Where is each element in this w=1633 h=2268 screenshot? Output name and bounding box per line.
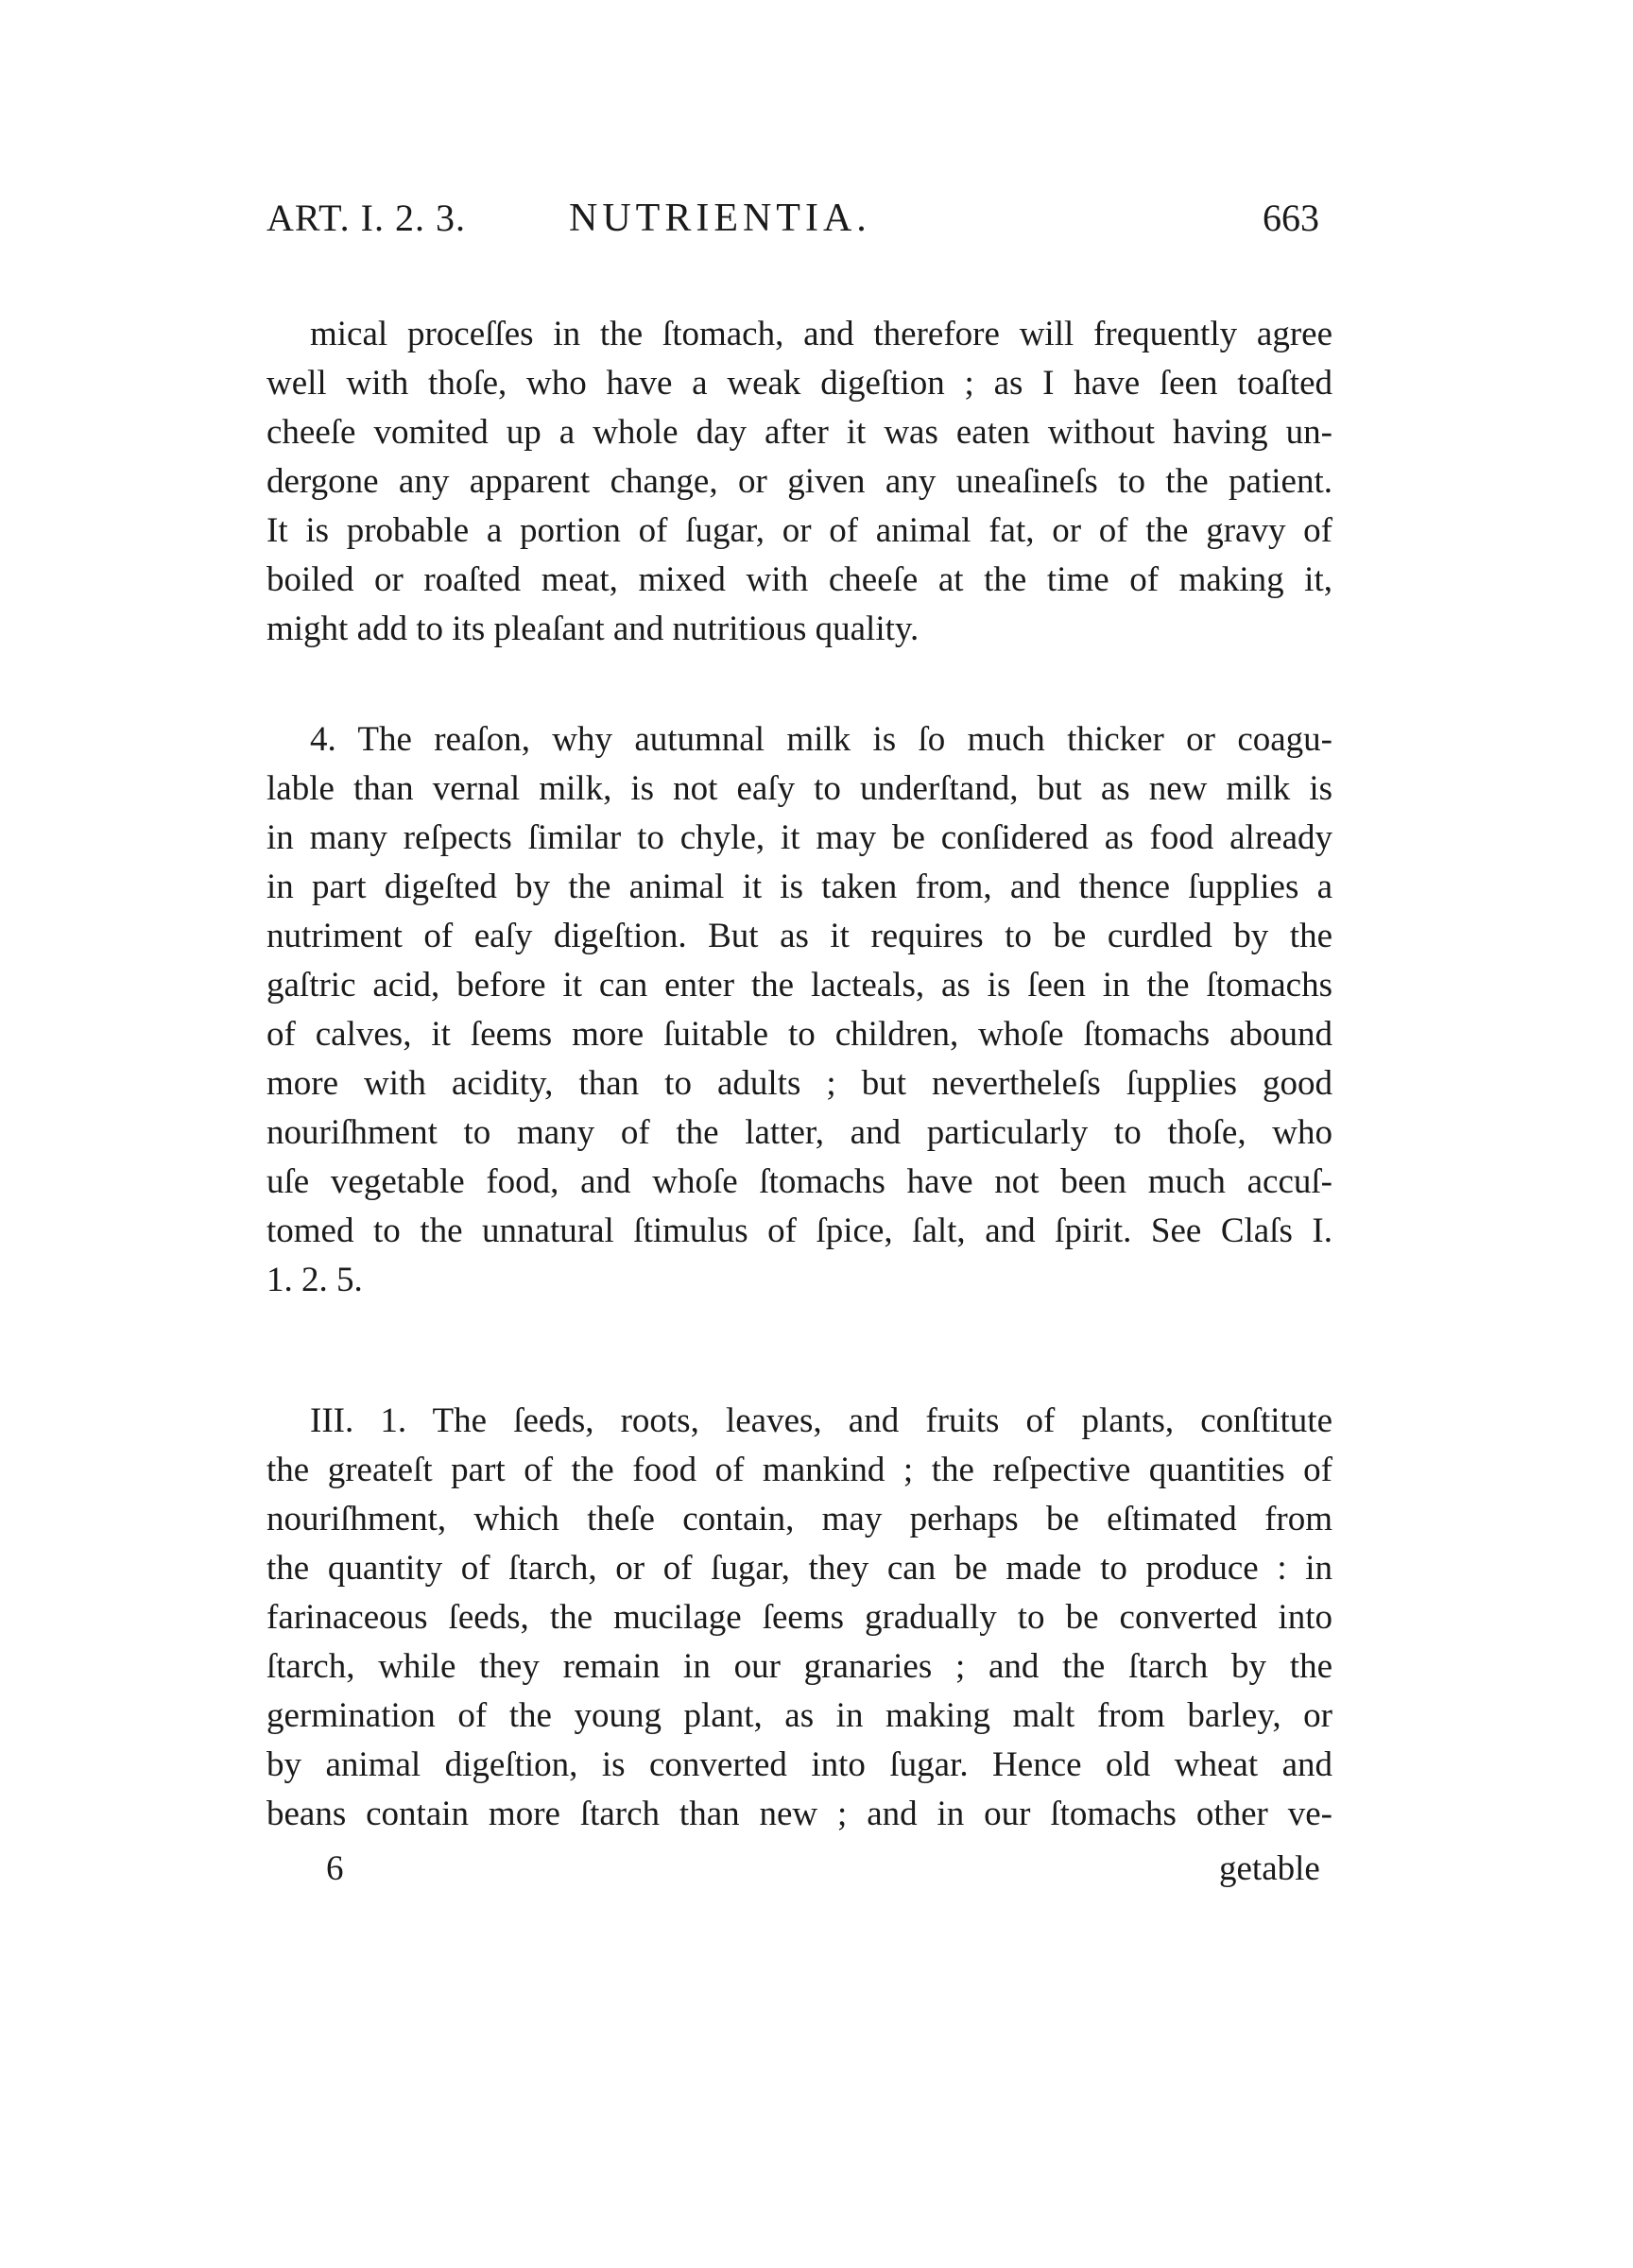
text-line: gaſtric acid, before it can enter the lacteals, as is ſeen in the ſtomachs bbox=[266, 966, 1332, 1005]
text-line: nouriſhment to many of the latter, and particularly to thoſe, who bbox=[266, 1113, 1332, 1152]
text-line: tomed to the unnatural ſtimulus of ſpice, ſalt, and ſpirit. See Claſs I. bbox=[266, 1211, 1332, 1250]
signature-mark: 6 bbox=[326, 1849, 344, 1888]
catchword: getable bbox=[1219, 1849, 1320, 1888]
text-line: beans contain more ſtarch than new ; and in our ſtomachs other ve- bbox=[266, 1795, 1332, 1833]
text-line: in many reſpects ſimilar to chyle, it may be conſidered as food already bbox=[266, 818, 1332, 857]
text-line: by animal digeſtion, is converted into ſugar. Hence old wheat and bbox=[266, 1745, 1332, 1784]
text-line: ſtarch, while they remain in our granaries ; and the ſtarch by the bbox=[266, 1647, 1332, 1686]
text-line: mical proceſſes in the ſtomach, and therefore will frequently agree bbox=[310, 315, 1332, 353]
page-number: 663 bbox=[1263, 197, 1319, 239]
text-line: cheeſe vomited up a whole day after it was eaten without having un- bbox=[266, 413, 1332, 452]
text-line: the quantity of ſtarch, or of ſugar, they can be made to produce : in bbox=[266, 1549, 1332, 1588]
text-line: the greateſt part of the food of mankind ; the reſpective quantities of bbox=[266, 1451, 1332, 1489]
text-line: of calves, it ſeems more ſuitable to children, whoſe ſtomachs abound bbox=[266, 1015, 1332, 1054]
text-line: more with acidity, than to adults ; but nevertheleſs ſupplies good bbox=[266, 1064, 1332, 1103]
text-line: uſe vegetable food, and whoſe ſtomachs have not been much accuſ- bbox=[266, 1162, 1332, 1201]
text-line: might add to its pleaſant and nutritious quality. bbox=[266, 610, 920, 648]
text-line: dergone any apparent change, or given any uneaſineſs to the patient. bbox=[266, 462, 1332, 501]
text-line: boiled or roaſted meat, mixed with cheeſe at the time of making it, bbox=[266, 560, 1332, 599]
text-line: well with thoſe, who have a weak digeſtion ; as I have ſeen toaſted bbox=[266, 364, 1332, 403]
text-line: lable than vernal milk, is not eaſy to underſtand, but as new milk is bbox=[266, 769, 1332, 808]
section-reference: ART. I. 2. 3. bbox=[266, 197, 466, 239]
text-line: 4. The reaſon, why autumnal milk is ſo much thicker or coagu- bbox=[310, 720, 1332, 759]
text-line: It is probable a portion of ſugar, or of animal fat, or of the gravy of bbox=[266, 511, 1332, 550]
text-line: farinaceous ſeeds, the mucilage ſeems gradually to be converted into bbox=[266, 1598, 1332, 1637]
page-title: NUTRIENTIA. bbox=[569, 197, 871, 240]
text-line: in part digeſted by the animal it is taken from, and thence ſupplies a bbox=[266, 868, 1332, 906]
text-line: III. 1. The ſeeds, roots, leaves, and fruits of plants, conſtitute bbox=[310, 1401, 1332, 1440]
text-line: 1. 2. 5. bbox=[266, 1261, 363, 1299]
text-line: germination of the young plant, as in making malt from barley, or bbox=[266, 1696, 1332, 1735]
text-line: nouriſhment, which theſe contain, may perhaps be eſtimated from bbox=[266, 1500, 1332, 1538]
text-line: nutriment of eaſy digeſtion. But as it requires to be curdled by the bbox=[266, 917, 1332, 955]
